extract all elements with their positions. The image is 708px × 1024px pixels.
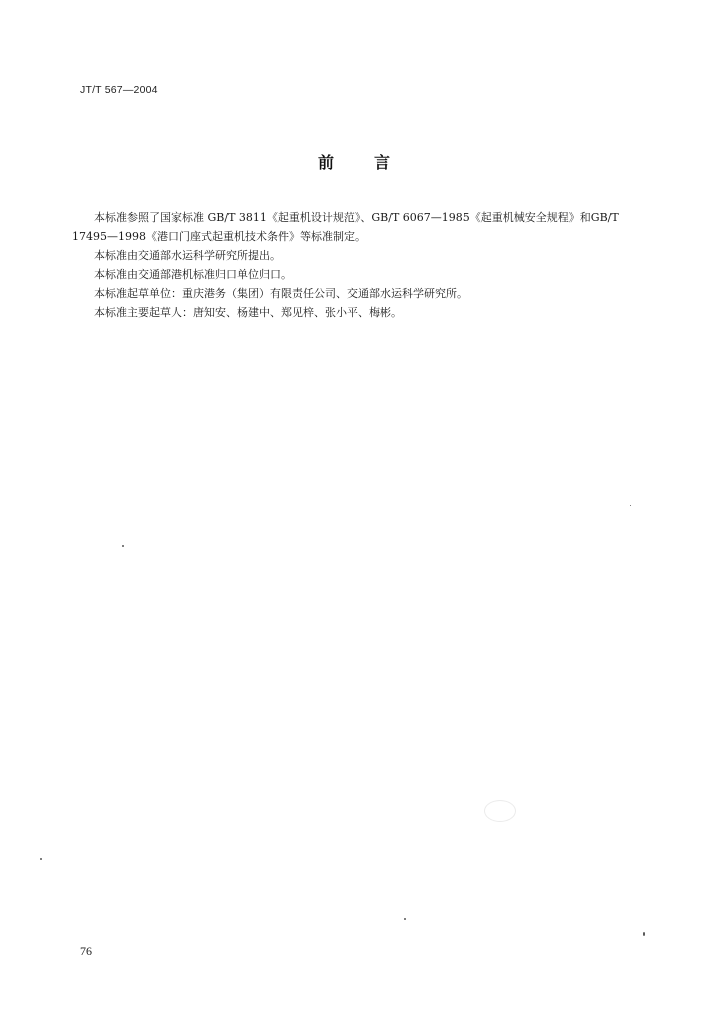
- paragraph-reference-standards: 本标准参照了国家标准 GB/T 3811《起重机设计规范》、GB/T 6067—1985《起重机械安全规程》和GB/T 17495—1998《港口门座式起重机技术条件》等标准制定。: [72, 211, 619, 243]
- foreword-body: [72, 208, 642, 322]
- title-char-1: 前: [317, 153, 334, 172]
- scan-speck: [122, 545, 124, 547]
- standard-number: JT/T 567—2004: [80, 84, 158, 96]
- scan-speck: [404, 918, 406, 920]
- scan-speck: [40, 858, 42, 860]
- paragraph-proposed-by: 本标准由交通部水运科学研究所提出。: [94, 249, 281, 262]
- faint-watermark: [484, 800, 516, 822]
- paragraph-centralized-by: 本标准由交通部港机标准归口单位归口。: [94, 268, 292, 281]
- scan-speck: [643, 932, 645, 936]
- page-number: 76: [80, 944, 92, 958]
- scan-speck: [630, 505, 631, 506]
- title-char-2: 言: [374, 153, 391, 172]
- page-title: [0, 150, 708, 173]
- paragraph-drafting-units: 本标准起草单位：重庆港务（集团）有限责任公司、交通部水运科学研究所。: [94, 287, 468, 300]
- paragraph-drafters: 本标准主要起草人：唐知安、杨建中、郑见梓、张小平、梅彬。: [94, 306, 402, 319]
